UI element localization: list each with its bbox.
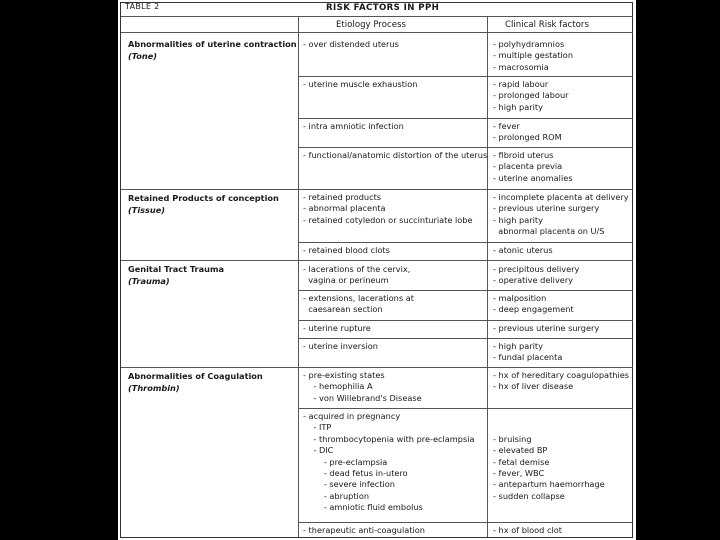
clinical-risk-line: - malposition xyxy=(493,293,547,303)
clinical-risk-line: - rapid labour xyxy=(493,79,549,89)
row-divider xyxy=(298,290,633,291)
group-sub-trauma: (Trauma) xyxy=(128,276,170,286)
etiology-line: - therapeutic anti-coagulation xyxy=(303,525,425,535)
clinical-risk-line: - hx of blood clot xyxy=(493,525,562,535)
clinical-risk-line: - antepartum haemorrhage xyxy=(493,479,605,490)
etiology-line: - intra amniotic infection xyxy=(303,121,404,131)
clinical-risk-line: - elevated BP xyxy=(493,445,548,456)
etiology-line: - lacerations of the cervix, xyxy=(303,264,411,274)
row-divider xyxy=(298,242,633,243)
etiology-line: - hemophilia A xyxy=(303,381,373,392)
group-sub-thrombin: (Thrombin) xyxy=(128,383,180,393)
clinical-risk-line: - high parity xyxy=(493,214,543,225)
row-divider xyxy=(121,260,633,261)
column-divider xyxy=(298,16,299,537)
clinical-risk-line: - high parity xyxy=(493,341,543,351)
clinical-risk-line: - fever xyxy=(493,121,520,131)
table-tag: TABLE 2 xyxy=(125,2,160,11)
row-divider xyxy=(298,338,633,339)
etiology-line: - uterine inversion xyxy=(303,341,378,351)
group-sub-tissue: (Tissue) xyxy=(128,205,166,215)
clinical-risk-line: - precipitous delivery xyxy=(493,264,580,274)
etiology-line: - amniotic fluid embolus xyxy=(303,502,423,513)
row-divider xyxy=(121,32,633,33)
etiology-line: caesarean section xyxy=(303,304,383,315)
etiology-line: - dead fetus in-utero xyxy=(303,468,408,478)
table-title: RISK FACTORS IN PPH xyxy=(326,3,440,13)
etiology-line: - acquired in pregnancy xyxy=(303,411,401,421)
clinical-risk-line: - high parity xyxy=(493,101,543,112)
clinical-risk-line: - deep engagement xyxy=(493,304,574,315)
etiology-line: - ITP xyxy=(303,422,332,433)
clinical-risk-line: - multiple gestation xyxy=(493,50,574,61)
etiology-line: - retained cotyledon or succinturiate lobe xyxy=(303,214,473,225)
etiology-line: vagina or perineum xyxy=(303,275,389,286)
clinical-risk-line: - fibroid uterus xyxy=(493,150,554,160)
group-sub-tone: (Tone) xyxy=(128,51,158,61)
group-name-trauma: Genital Tract Trauma xyxy=(128,264,225,274)
etiology-line: - extensions, lacerations at xyxy=(303,293,414,303)
clinical-risk-line: - hx of liver disease xyxy=(493,381,574,392)
column-divider xyxy=(487,16,488,537)
clinical-risk-line: abnormal placenta on U/S xyxy=(493,226,605,237)
row-divider xyxy=(298,320,633,321)
clinical-risk-line: - fundal placenta xyxy=(493,352,563,363)
row-divider xyxy=(298,522,633,523)
clinical-risk-line: - placenta previa xyxy=(493,161,563,172)
group-name-tissue: Retained Products of conception xyxy=(128,193,279,203)
etiology-line: - over distended uterus xyxy=(303,39,399,49)
clinical-risk-line: - operative delivery xyxy=(493,275,574,286)
column-header-etiology: Etiology Process xyxy=(336,20,406,30)
etiology-line: - abruption xyxy=(303,490,370,501)
row-divider xyxy=(121,367,633,368)
etiology-line: - pre-eclampsia xyxy=(303,456,388,467)
group-name-thrombin: Abnormalities of Coagulation xyxy=(128,371,263,381)
column-header-clinical: Clinical Risk factors xyxy=(505,20,589,30)
clinical-risk-line: - macrosomia xyxy=(493,61,549,72)
clinical-risk-line: - incomplete placenta at delivery xyxy=(493,192,629,202)
etiology-line: - DIC xyxy=(303,445,334,456)
clinical-risk-line: - bruising xyxy=(493,433,532,444)
etiology-line: - von Willebrand's Disease xyxy=(303,392,422,403)
etiology-line: - pre-existing states xyxy=(303,370,385,380)
clinical-risk-line: - sudden collapse xyxy=(493,490,565,501)
clinical-risk-line: - polyhydramnios xyxy=(493,39,565,49)
clinical-risk-line: - prolonged labour xyxy=(493,90,569,101)
etiology-line: - retained products xyxy=(303,192,382,202)
clinical-risk-line: - fever, WBC xyxy=(493,468,545,478)
etiology-line: - thrombocytopenia with pre-eclampsia xyxy=(303,433,475,444)
etiology-line: - uterine muscle exhaustion xyxy=(303,79,418,89)
etiology-line: - abnormal placenta xyxy=(303,203,386,214)
group-name-tone: Abnormalities of uterine contraction xyxy=(128,39,297,49)
row-divider xyxy=(298,408,633,409)
etiology-line: - functional/anatomic distortion of the uterus xyxy=(303,150,488,160)
clinical-risk-line: - atonic uterus xyxy=(493,245,553,255)
row-divider xyxy=(298,76,633,77)
etiology-line: - severe infection xyxy=(303,479,395,490)
row-divider xyxy=(121,189,633,190)
clinical-risk-line: - previous uterine surgery xyxy=(493,323,600,333)
clinical-risk-line: - fetal demise xyxy=(493,456,550,467)
clinical-risk-line: - uterine anomalies xyxy=(493,172,573,183)
row-divider xyxy=(121,16,633,17)
clinical-risk-line: - prolonged ROM xyxy=(493,132,562,143)
clinical-risk-line: - hx of hereditary coagulopathies xyxy=(493,370,630,380)
row-divider xyxy=(298,147,633,148)
row-divider xyxy=(298,118,633,119)
etiology-line: - uterine rupture xyxy=(303,323,371,333)
clinical-risk-line: - previous uterine surgery xyxy=(493,203,600,214)
etiology-line: - retained blood clots xyxy=(303,245,390,255)
